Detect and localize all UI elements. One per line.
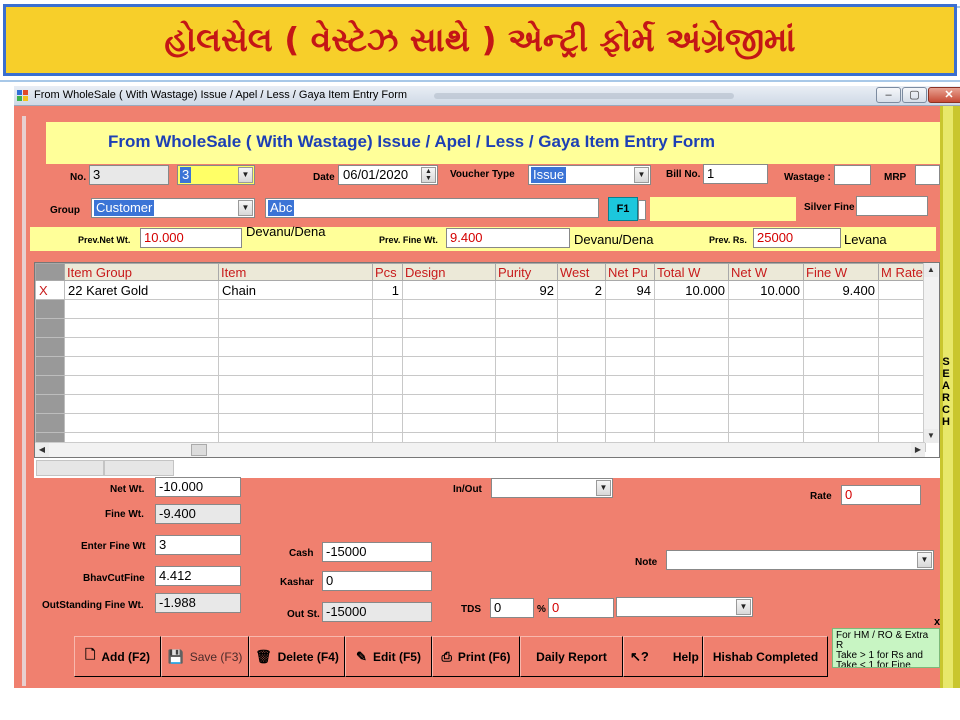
- banner-title: હોલસેલ ( વેસ્ટેઝ સાથે ) એન્ટ્રી ફોર્મ અંગ્રેજીમાં: [3, 4, 957, 76]
- app-icon: [17, 90, 30, 102]
- scroll-right-icon[interactable]: ▶: [911, 443, 925, 457]
- table-cell[interactable]: 10.000: [655, 281, 729, 300]
- new-document-icon: 🗋: [84, 646, 96, 662]
- search-letter: A: [942, 380, 950, 392]
- table-cell[interactable]: 22 Karet Gold: [65, 281, 219, 300]
- bhavcut-label: BhavCutFine: [83, 573, 145, 584]
- chevron-down-icon[interactable]: ▼: [238, 200, 253, 216]
- table-cell[interactable]: [804, 414, 879, 433]
- table-cell[interactable]: [606, 376, 655, 395]
- search-letter: R: [942, 392, 950, 404]
- printer-icon: ⎙: [441, 648, 452, 664]
- form-title: From WholeSale ( With Wastage) Issue / Apel / Less / Gaya Item Entry Form: [108, 132, 715, 151]
- table-cell[interactable]: [729, 414, 804, 433]
- table-cell[interactable]: [403, 281, 496, 300]
- table-cell[interactable]: [606, 338, 655, 357]
- table-cell[interactable]: [403, 376, 496, 395]
- table-row-empty[interactable]: [36, 376, 926, 395]
- scroll-left-icon[interactable]: ◀: [35, 443, 49, 457]
- table-cell[interactable]: [804, 319, 879, 338]
- row-header: [36, 300, 65, 319]
- table-cell[interactable]: [558, 376, 606, 395]
- table-row-empty[interactable]: [36, 300, 926, 319]
- table-cell[interactable]: [65, 300, 219, 319]
- table-cell[interactable]: [403, 395, 496, 414]
- table-cell[interactable]: [879, 376, 926, 395]
- table-cell[interactable]: [558, 414, 606, 433]
- date-label: Date: [313, 172, 335, 183]
- table-cell[interactable]: [804, 357, 879, 376]
- column-header[interactable]: Design: [403, 264, 496, 281]
- scroll-down-icon[interactable]: ▼: [924, 429, 938, 443]
- table-cell[interactable]: [729, 357, 804, 376]
- silver-fine-field[interactable]: [856, 196, 928, 216]
- in-out-value: [494, 480, 498, 496]
- party-value: Abc: [270, 200, 293, 215]
- table-cell[interactable]: [558, 319, 606, 338]
- delete-button[interactable]: [249, 636, 345, 677]
- table-cell[interactable]: [403, 338, 496, 357]
- slide-footer: [14, 688, 940, 720]
- prev-net-wt-field: 10.000: [140, 228, 242, 248]
- table-cell[interactable]: [496, 414, 558, 433]
- silver-fine-label: Silver Fine: [804, 202, 855, 213]
- note-label: Note: [635, 557, 658, 568]
- tds-percent-label: %: [537, 604, 546, 615]
- voucher-type-label: Voucher Type: [450, 169, 515, 180]
- table-cell[interactable]: [65, 338, 219, 357]
- table-cell[interactable]: [373, 414, 403, 433]
- table-cell[interactable]: [879, 319, 926, 338]
- tds-type-value: [619, 599, 623, 615]
- table-cell[interactable]: [373, 319, 403, 338]
- minimize-button[interactable]: –: [876, 87, 901, 103]
- row-header-corner: [36, 264, 65, 281]
- table-cell[interactable]: [879, 338, 926, 357]
- row-header: [36, 376, 65, 395]
- hint-close-icon[interactable]: x: [934, 616, 941, 628]
- daily-report-button[interactable]: [520, 636, 623, 677]
- table-cell[interactable]: [496, 376, 558, 395]
- trash-icon: 🗑: [255, 648, 272, 664]
- table-cell[interactable]: [879, 414, 926, 433]
- table-cell[interactable]: [606, 319, 655, 338]
- window-title: From WholeSale ( With Wastage) Issue / Apel / Less / Gaya Item Entry Form: [34, 89, 408, 101]
- hint-line: Take < 1 for Fine: [836, 660, 911, 668]
- prev-fine-wt-label: Prev. Fine Wt.: [379, 235, 438, 245]
- table-cell[interactable]: [804, 376, 879, 395]
- chevron-down-icon[interactable]: ▼: [917, 552, 932, 568]
- table-cell[interactable]: [804, 338, 879, 357]
- item-grid[interactable]: [34, 262, 940, 458]
- table-row-empty[interactable]: [36, 414, 926, 433]
- column-header[interactable]: Net Pu: [606, 264, 655, 281]
- fine-wt-field: -9.400: [155, 504, 241, 524]
- table-cell[interactable]: [373, 357, 403, 376]
- f1-lookup-button[interactable]: F1: [608, 197, 638, 221]
- group-select[interactable]: [91, 198, 255, 218]
- mrp-field[interactable]: [915, 165, 940, 185]
- search-panel-label: [940, 356, 952, 428]
- table-cell[interactable]: [373, 376, 403, 395]
- enter-fine-wt-field[interactable]: 3: [155, 535, 241, 555]
- column-header[interactable]: Net W: [729, 264, 804, 281]
- table-cell[interactable]: [729, 338, 804, 357]
- table-row-empty[interactable]: [36, 357, 926, 376]
- table-cell[interactable]: [403, 300, 496, 319]
- close-button[interactable]: ✕: [928, 87, 960, 103]
- table-cell[interactable]: [496, 357, 558, 376]
- table-cell[interactable]: [496, 300, 558, 319]
- no-field[interactable]: 3: [89, 165, 169, 185]
- table-cell[interactable]: [65, 414, 219, 433]
- hint-line: For HM / RO & Extra R: [836, 630, 929, 651]
- row-header: [36, 357, 65, 376]
- table-cell[interactable]: [403, 357, 496, 376]
- footer-cell: [36, 460, 104, 476]
- voucher-type-value: Issue: [533, 167, 565, 182]
- save-icon: 💾: [167, 648, 184, 664]
- table-row-empty[interactable]: [36, 338, 926, 357]
- scroll-thumb[interactable]: [191, 444, 207, 456]
- table-row-empty[interactable]: [36, 395, 926, 414]
- table-cell[interactable]: [729, 376, 804, 395]
- in-out-select[interactable]: [491, 478, 613, 498]
- cash-field[interactable]: -15000: [322, 542, 432, 562]
- grid-horizontal-scrollbar[interactable]: [35, 442, 925, 457]
- no-label: No.: [70, 172, 87, 183]
- footer-cell: [104, 460, 174, 476]
- in-out-label: In/Out: [453, 484, 482, 495]
- table-cell[interactable]: [655, 319, 729, 338]
- tds-percent-field[interactable]: 0: [548, 598, 614, 618]
- prev-net-wt-note: Devanu/Dena: [246, 224, 326, 239]
- save-button[interactable]: [161, 636, 249, 677]
- pencil-icon: ✎: [356, 648, 367, 664]
- rate-label: Rate: [810, 491, 832, 502]
- group-value: Customer: [96, 200, 153, 215]
- table-cell[interactable]: [219, 395, 373, 414]
- table-cell[interactable]: [606, 414, 655, 433]
- help-button-label: Help: [672, 649, 699, 664]
- slide-divider: [0, 80, 960, 82]
- hishab-completed-button[interactable]: [703, 636, 828, 677]
- wastage-field[interactable]: [834, 165, 871, 185]
- table-cell[interactable]: [496, 395, 558, 414]
- column-header[interactable]: West: [558, 264, 606, 281]
- column-header[interactable]: Item Group: [65, 264, 219, 281]
- prev-rs-note: Levana: [844, 232, 887, 247]
- table-cell[interactable]: [219, 300, 373, 319]
- toolbar: [74, 636, 828, 677]
- table-cell[interactable]: [65, 395, 219, 414]
- table-cell[interactable]: [655, 357, 729, 376]
- table-cell[interactable]: [558, 300, 606, 319]
- wastage-label: Wastage :: [784, 172, 831, 183]
- column-header[interactable]: Total W: [655, 264, 729, 281]
- edit-button[interactable]: [345, 636, 432, 677]
- prev-rs-field: 25000: [753, 228, 841, 248]
- table-cell[interactable]: [65, 376, 219, 395]
- row-marker: X: [36, 281, 65, 300]
- grid-header-row: [36, 264, 926, 281]
- spinner-icon[interactable]: ▲ ▼: [421, 167, 436, 183]
- table-cell[interactable]: [655, 338, 729, 357]
- table-cell[interactable]: [219, 319, 373, 338]
- table-cell[interactable]: [219, 376, 373, 395]
- bill-no-field[interactable]: 1: [703, 164, 768, 184]
- voucher-type-select[interactable]: [528, 165, 651, 185]
- table-cell[interactable]: 1: [373, 281, 403, 300]
- prev-fine-wt-field: 9.400: [446, 228, 570, 248]
- column-header[interactable]: Item: [219, 264, 373, 281]
- table-cell[interactable]: [729, 319, 804, 338]
- table-cell[interactable]: [879, 281, 926, 300]
- table-cell[interactable]: [558, 338, 606, 357]
- search-letter: H: [942, 416, 950, 428]
- search-letter: S: [942, 356, 950, 368]
- maximize-button[interactable]: ▢: [902, 87, 927, 103]
- delete-button-label: Delete (F4): [277, 649, 339, 664]
- net-wt-field[interactable]: -10.000: [155, 477, 241, 497]
- prev-fine-wt-note: Devanu/Dena: [574, 232, 654, 247]
- table-cell[interactable]: [606, 300, 655, 319]
- table-cell[interactable]: [65, 319, 219, 338]
- table-cell[interactable]: [729, 300, 804, 319]
- out-st-field: -15000: [322, 602, 432, 622]
- item-table: [35, 263, 926, 452]
- add-button[interactable]: [74, 636, 161, 677]
- form-left-edge: [22, 116, 26, 686]
- table-cell[interactable]: [219, 414, 373, 433]
- help-cursor-icon: ↖?: [630, 648, 649, 664]
- table-cell[interactable]: [655, 376, 729, 395]
- prev-net-wt-label: Prev.Net Wt.: [78, 235, 131, 245]
- print-button[interactable]: [432, 636, 520, 677]
- info-box: [650, 197, 796, 221]
- chevron-down-icon[interactable]: ▼: [736, 599, 751, 615]
- table-cell[interactable]: [496, 319, 558, 338]
- table-cell[interactable]: [558, 357, 606, 376]
- column-header[interactable]: Pcs: [373, 264, 403, 281]
- kashar-field[interactable]: 0: [322, 571, 432, 591]
- net-wt-label: Net Wt.: [110, 484, 145, 495]
- tds-label: TDS: [461, 604, 481, 615]
- search-letter: E: [942, 368, 950, 380]
- mrp-label: MRP: [884, 172, 907, 183]
- table-cell[interactable]: [729, 395, 804, 414]
- date-value: 06/01/2020: [343, 167, 409, 182]
- table-row[interactable]: [36, 281, 926, 300]
- lookup-flag-field[interactable]: [638, 200, 646, 220]
- edit-button-label: Edit (F5): [372, 649, 421, 664]
- add-button-label: Add (F2): [101, 649, 151, 664]
- table-cell[interactable]: [655, 414, 729, 433]
- no-combo-value: 3: [182, 167, 190, 182]
- chevron-down-icon[interactable]: ▼: [238, 167, 253, 183]
- table-cell[interactable]: [879, 300, 926, 319]
- table-cell[interactable]: [219, 338, 373, 357]
- rate-field[interactable]: 0: [841, 485, 921, 505]
- hint-box: [832, 628, 940, 668]
- cash-label: Cash: [289, 548, 314, 559]
- out-st-label: Out St.: [287, 609, 320, 620]
- bhavcut-field[interactable]: 4.412: [155, 566, 241, 586]
- table-cell[interactable]: [804, 395, 879, 414]
- table-cell[interactable]: [373, 395, 403, 414]
- no-combo[interactable]: [177, 165, 255, 185]
- group-label: Group: [50, 205, 80, 216]
- print-button-label: Print (F6): [457, 649, 511, 664]
- column-header[interactable]: M Rate: [879, 264, 926, 281]
- table-cell[interactable]: Chain: [219, 281, 373, 300]
- row-header: [36, 414, 65, 433]
- search-letter: C: [942, 404, 950, 416]
- table-cell[interactable]: 92: [496, 281, 558, 300]
- row-header: [36, 338, 65, 357]
- row-header: [36, 319, 65, 338]
- table-cell[interactable]: 94: [606, 281, 655, 300]
- table-cell[interactable]: 10.000: [729, 281, 804, 300]
- daily-report-label: Daily Report: [536, 649, 607, 664]
- table-cell[interactable]: [403, 414, 496, 433]
- note-select[interactable]: [666, 550, 934, 570]
- table-cell[interactable]: [655, 395, 729, 414]
- table-cell[interactable]: 2: [558, 281, 606, 300]
- table-row-empty[interactable]: [36, 319, 926, 338]
- help-button[interactable]: [623, 636, 703, 677]
- table-cell[interactable]: 9.400: [804, 281, 879, 300]
- table-cell[interactable]: [804, 300, 879, 319]
- date-picker[interactable]: [338, 165, 438, 185]
- window-titlebar: [14, 86, 960, 106]
- row-header: [36, 395, 65, 414]
- table-cell[interactable]: [373, 338, 403, 357]
- tds-field[interactable]: 0: [490, 598, 534, 618]
- grid-vertical-scrollbar[interactable]: [923, 263, 939, 443]
- table-cell[interactable]: [403, 319, 496, 338]
- chevron-down-icon[interactable]: ▼: [634, 167, 649, 183]
- outstanding-fine-label: OutStanding Fine Wt.: [42, 600, 144, 611]
- prev-rs-label: Prev. Rs.: [709, 235, 747, 245]
- bill-no-label: Bill No.: [666, 169, 701, 180]
- grid-body: [36, 281, 926, 452]
- note-value: [669, 552, 673, 568]
- kashar-label: Kashar: [280, 577, 314, 588]
- table-cell[interactable]: [655, 300, 729, 319]
- table-cell[interactable]: [65, 357, 219, 376]
- table-cell[interactable]: [879, 395, 926, 414]
- hishab-completed-label: Hishab Completed: [712, 649, 819, 664]
- table-cell[interactable]: [879, 357, 926, 376]
- grid-footer: [34, 458, 940, 478]
- table-cell[interactable]: [558, 395, 606, 414]
- outstanding-fine-field: -1.988: [155, 593, 241, 613]
- enter-fine-wt-label: Enter Fine Wt: [81, 541, 146, 552]
- tds-type-select[interactable]: [616, 597, 753, 617]
- column-header[interactable]: Fine W: [804, 264, 879, 281]
- party-field[interactable]: [265, 198, 599, 218]
- table-cell[interactable]: [219, 357, 373, 376]
- table-cell[interactable]: [373, 300, 403, 319]
- save-button-label: Save (F3): [189, 649, 243, 664]
- chevron-down-icon[interactable]: ▼: [596, 480, 611, 496]
- table-cell[interactable]: [606, 395, 655, 414]
- column-header[interactable]: Purity: [496, 264, 558, 281]
- hint-line: Take > 1 for Rs and: [836, 650, 923, 661]
- table-cell[interactable]: [496, 338, 558, 357]
- scroll-up-icon[interactable]: ▲: [924, 263, 938, 277]
- table-cell[interactable]: [606, 357, 655, 376]
- window-title-extra: [434, 93, 734, 99]
- fine-wt-label: Fine Wt.: [105, 509, 144, 520]
